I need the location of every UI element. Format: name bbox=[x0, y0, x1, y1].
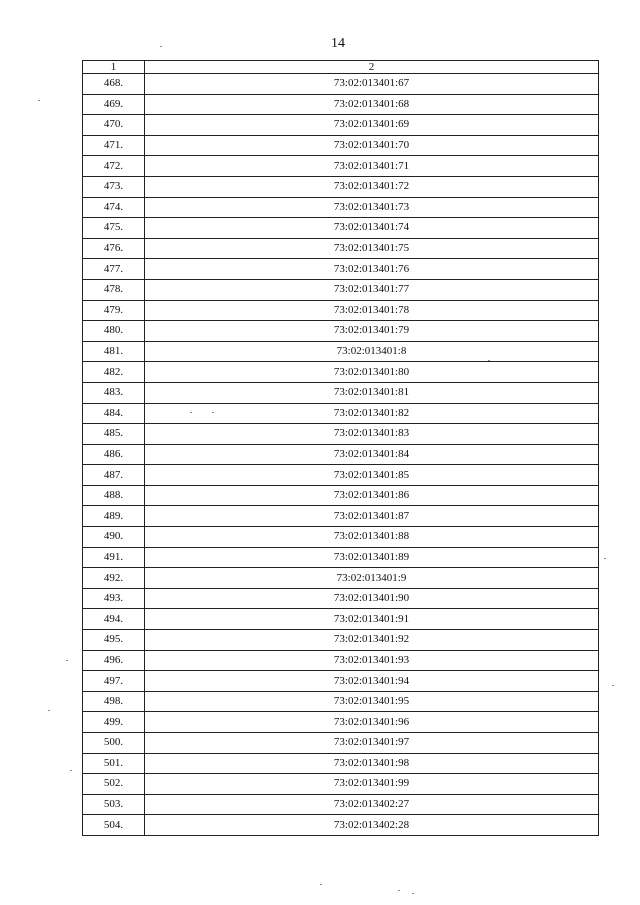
cadastral-number-cell: 73:02:013401:80 bbox=[145, 362, 599, 383]
cadastral-number-cell: 73:02:013401:99 bbox=[145, 774, 599, 795]
scan-speck bbox=[38, 100, 40, 101]
row-number-cell: 492. bbox=[83, 568, 145, 589]
table-row bbox=[83, 321, 599, 342]
scan-speck bbox=[488, 360, 490, 361]
table-row bbox=[83, 650, 599, 671]
scan-speck bbox=[320, 884, 322, 885]
row-number-cell: 489. bbox=[83, 506, 145, 527]
table-row bbox=[83, 279, 599, 300]
row-number-cell: 482. bbox=[83, 362, 145, 383]
cadastral-number-cell: 73:02:013401:69 bbox=[145, 115, 599, 136]
cadastral-number-cell: 73:02:013401:83 bbox=[145, 424, 599, 445]
row-number-cell: 504. bbox=[83, 815, 145, 836]
table-row bbox=[83, 588, 599, 609]
cadastral-number-cell: 73:02:013401:91 bbox=[145, 609, 599, 630]
cadastral-number-cell: 73:02:013401:74 bbox=[145, 218, 599, 239]
scan-speck bbox=[612, 685, 614, 686]
table-row bbox=[83, 547, 599, 568]
table-row bbox=[83, 506, 599, 527]
row-number-cell: 484. bbox=[83, 403, 145, 424]
cadastral-number-cell: 73:02:013401:92 bbox=[145, 630, 599, 651]
column-header-number: 1 bbox=[83, 61, 145, 74]
table-row bbox=[83, 630, 599, 651]
table-row bbox=[83, 815, 599, 836]
scan-speck bbox=[160, 46, 162, 47]
row-number-cell: 503. bbox=[83, 794, 145, 815]
row-number-cell: 490. bbox=[83, 527, 145, 548]
cadastral-number-cell: 73:02:013401:95 bbox=[145, 691, 599, 712]
row-number-cell: 468. bbox=[83, 74, 145, 95]
scan-speck bbox=[66, 660, 68, 661]
cadastral-number-cell: 73:02:013401:88 bbox=[145, 527, 599, 548]
cadastral-number-cell: 73:02:013401:98 bbox=[145, 753, 599, 774]
table-row bbox=[83, 218, 599, 239]
cadastral-number-cell: 73:02:013402:28 bbox=[145, 815, 599, 836]
cadastral-number-cell: 73:02:013401:97 bbox=[145, 733, 599, 754]
cadastral-number-cell: 73:02:013401:76 bbox=[145, 259, 599, 280]
table-body bbox=[83, 74, 599, 836]
table-row bbox=[83, 424, 599, 445]
cadastral-table bbox=[82, 60, 599, 836]
row-number-cell: 498. bbox=[83, 691, 145, 712]
row-number-cell: 479. bbox=[83, 300, 145, 321]
cadastral-number-cell: 73:02:013401:96 bbox=[145, 712, 599, 733]
table-row bbox=[83, 609, 599, 630]
scan-speck bbox=[604, 558, 606, 559]
row-number-cell: 493. bbox=[83, 588, 145, 609]
row-number-cell: 486. bbox=[83, 444, 145, 465]
scan-speck bbox=[212, 412, 214, 413]
table-row bbox=[83, 176, 599, 197]
cadastral-number-cell: 73:02:013401:68 bbox=[145, 94, 599, 115]
row-number-cell: 474. bbox=[83, 197, 145, 218]
row-number-cell: 475. bbox=[83, 218, 145, 239]
row-number-cell: 491. bbox=[83, 547, 145, 568]
row-number-cell: 487. bbox=[83, 465, 145, 486]
cadastral-number-cell: 73:02:013401:90 bbox=[145, 588, 599, 609]
table-row bbox=[83, 197, 599, 218]
cadastral-number-cell: 73:02:013401:75 bbox=[145, 238, 599, 259]
cadastral-number-cell: 73:02:013401:8 bbox=[145, 341, 599, 362]
table-row bbox=[83, 444, 599, 465]
table-row bbox=[83, 403, 599, 424]
scan-speck bbox=[48, 710, 50, 711]
table-row bbox=[83, 465, 599, 486]
row-number-cell: 497. bbox=[83, 671, 145, 692]
table-row bbox=[83, 115, 599, 136]
cadastral-number-cell: 73:02:013401:86 bbox=[145, 485, 599, 506]
cadastral-number-cell: 73:02:013401:79 bbox=[145, 321, 599, 342]
row-number-cell: 488. bbox=[83, 485, 145, 506]
table-row bbox=[83, 733, 599, 754]
cadastral-number-cell: 73:02:013401:71 bbox=[145, 156, 599, 177]
row-number-cell: 495. bbox=[83, 630, 145, 651]
cadastral-number-cell: 73:02:013402:27 bbox=[145, 794, 599, 815]
cadastral-number-cell: 73:02:013401:93 bbox=[145, 650, 599, 671]
cadastral-number-cell: 73:02:013401:67 bbox=[145, 74, 599, 95]
row-number-cell: 483. bbox=[83, 382, 145, 403]
table-row bbox=[83, 156, 599, 177]
table-header-row bbox=[83, 61, 599, 74]
scan-speck bbox=[70, 770, 72, 771]
cadastral-number-cell: 73:02:013401:84 bbox=[145, 444, 599, 465]
column-header-cadastral-number: 2 bbox=[145, 61, 599, 74]
cadastral-number-cell: 73:02:013401:70 bbox=[145, 135, 599, 156]
row-number-cell: 470. bbox=[83, 115, 145, 136]
row-number-cell: 485. bbox=[83, 424, 145, 445]
table-row bbox=[83, 794, 599, 815]
table-row bbox=[83, 485, 599, 506]
cadastral-number-cell: 73:02:013401:78 bbox=[145, 300, 599, 321]
row-number-cell: 496. bbox=[83, 650, 145, 671]
row-number-cell: 473. bbox=[83, 176, 145, 197]
table-row bbox=[83, 300, 599, 321]
row-number-cell: 500. bbox=[83, 733, 145, 754]
row-number-cell: 494. bbox=[83, 609, 145, 630]
table-row bbox=[83, 527, 599, 548]
table-row bbox=[83, 712, 599, 733]
row-number-cell: 478. bbox=[83, 279, 145, 300]
row-number-cell: 501. bbox=[83, 753, 145, 774]
cadastral-number-cell: 73:02:013401:87 bbox=[145, 506, 599, 527]
table-row bbox=[83, 691, 599, 712]
row-number-cell: 480. bbox=[83, 321, 145, 342]
scan-speck bbox=[412, 893, 414, 894]
row-number-cell: 499. bbox=[83, 712, 145, 733]
table-row bbox=[83, 382, 599, 403]
cadastral-number-cell: 73:02:013401:94 bbox=[145, 671, 599, 692]
table-row bbox=[83, 671, 599, 692]
cadastral-number-cell: 73:02:013401:89 bbox=[145, 547, 599, 568]
row-number-cell: 472. bbox=[83, 156, 145, 177]
table-row bbox=[83, 362, 599, 383]
scan-speck bbox=[190, 412, 192, 413]
table-row bbox=[83, 753, 599, 774]
cadastral-number-cell: 73:02:013401:9 bbox=[145, 568, 599, 589]
cadastral-number-cell: 73:02:013401:73 bbox=[145, 197, 599, 218]
cadastral-number-cell: 73:02:013401:85 bbox=[145, 465, 599, 486]
cadastral-number-cell: 73:02:013401:82 bbox=[145, 403, 599, 424]
row-number-cell: 477. bbox=[83, 259, 145, 280]
cadastral-number-cell: 73:02:013401:81 bbox=[145, 382, 599, 403]
table-row bbox=[83, 259, 599, 280]
scan-speck bbox=[398, 890, 400, 891]
page-number: 14 bbox=[331, 36, 345, 51]
table-row bbox=[83, 568, 599, 589]
row-number-cell: 471. bbox=[83, 135, 145, 156]
table-row bbox=[83, 74, 599, 95]
row-number-cell: 469. bbox=[83, 94, 145, 115]
row-number-cell: 502. bbox=[83, 774, 145, 795]
cadastral-table-container bbox=[82, 60, 598, 836]
table-row bbox=[83, 238, 599, 259]
table-row bbox=[83, 341, 599, 362]
table-row bbox=[83, 135, 599, 156]
cadastral-number-cell: 73:02:013401:77 bbox=[145, 279, 599, 300]
table-row bbox=[83, 774, 599, 795]
row-number-cell: 476. bbox=[83, 238, 145, 259]
row-number-cell: 481. bbox=[83, 341, 145, 362]
cadastral-number-cell: 73:02:013401:72 bbox=[145, 176, 599, 197]
table-row bbox=[83, 94, 599, 115]
